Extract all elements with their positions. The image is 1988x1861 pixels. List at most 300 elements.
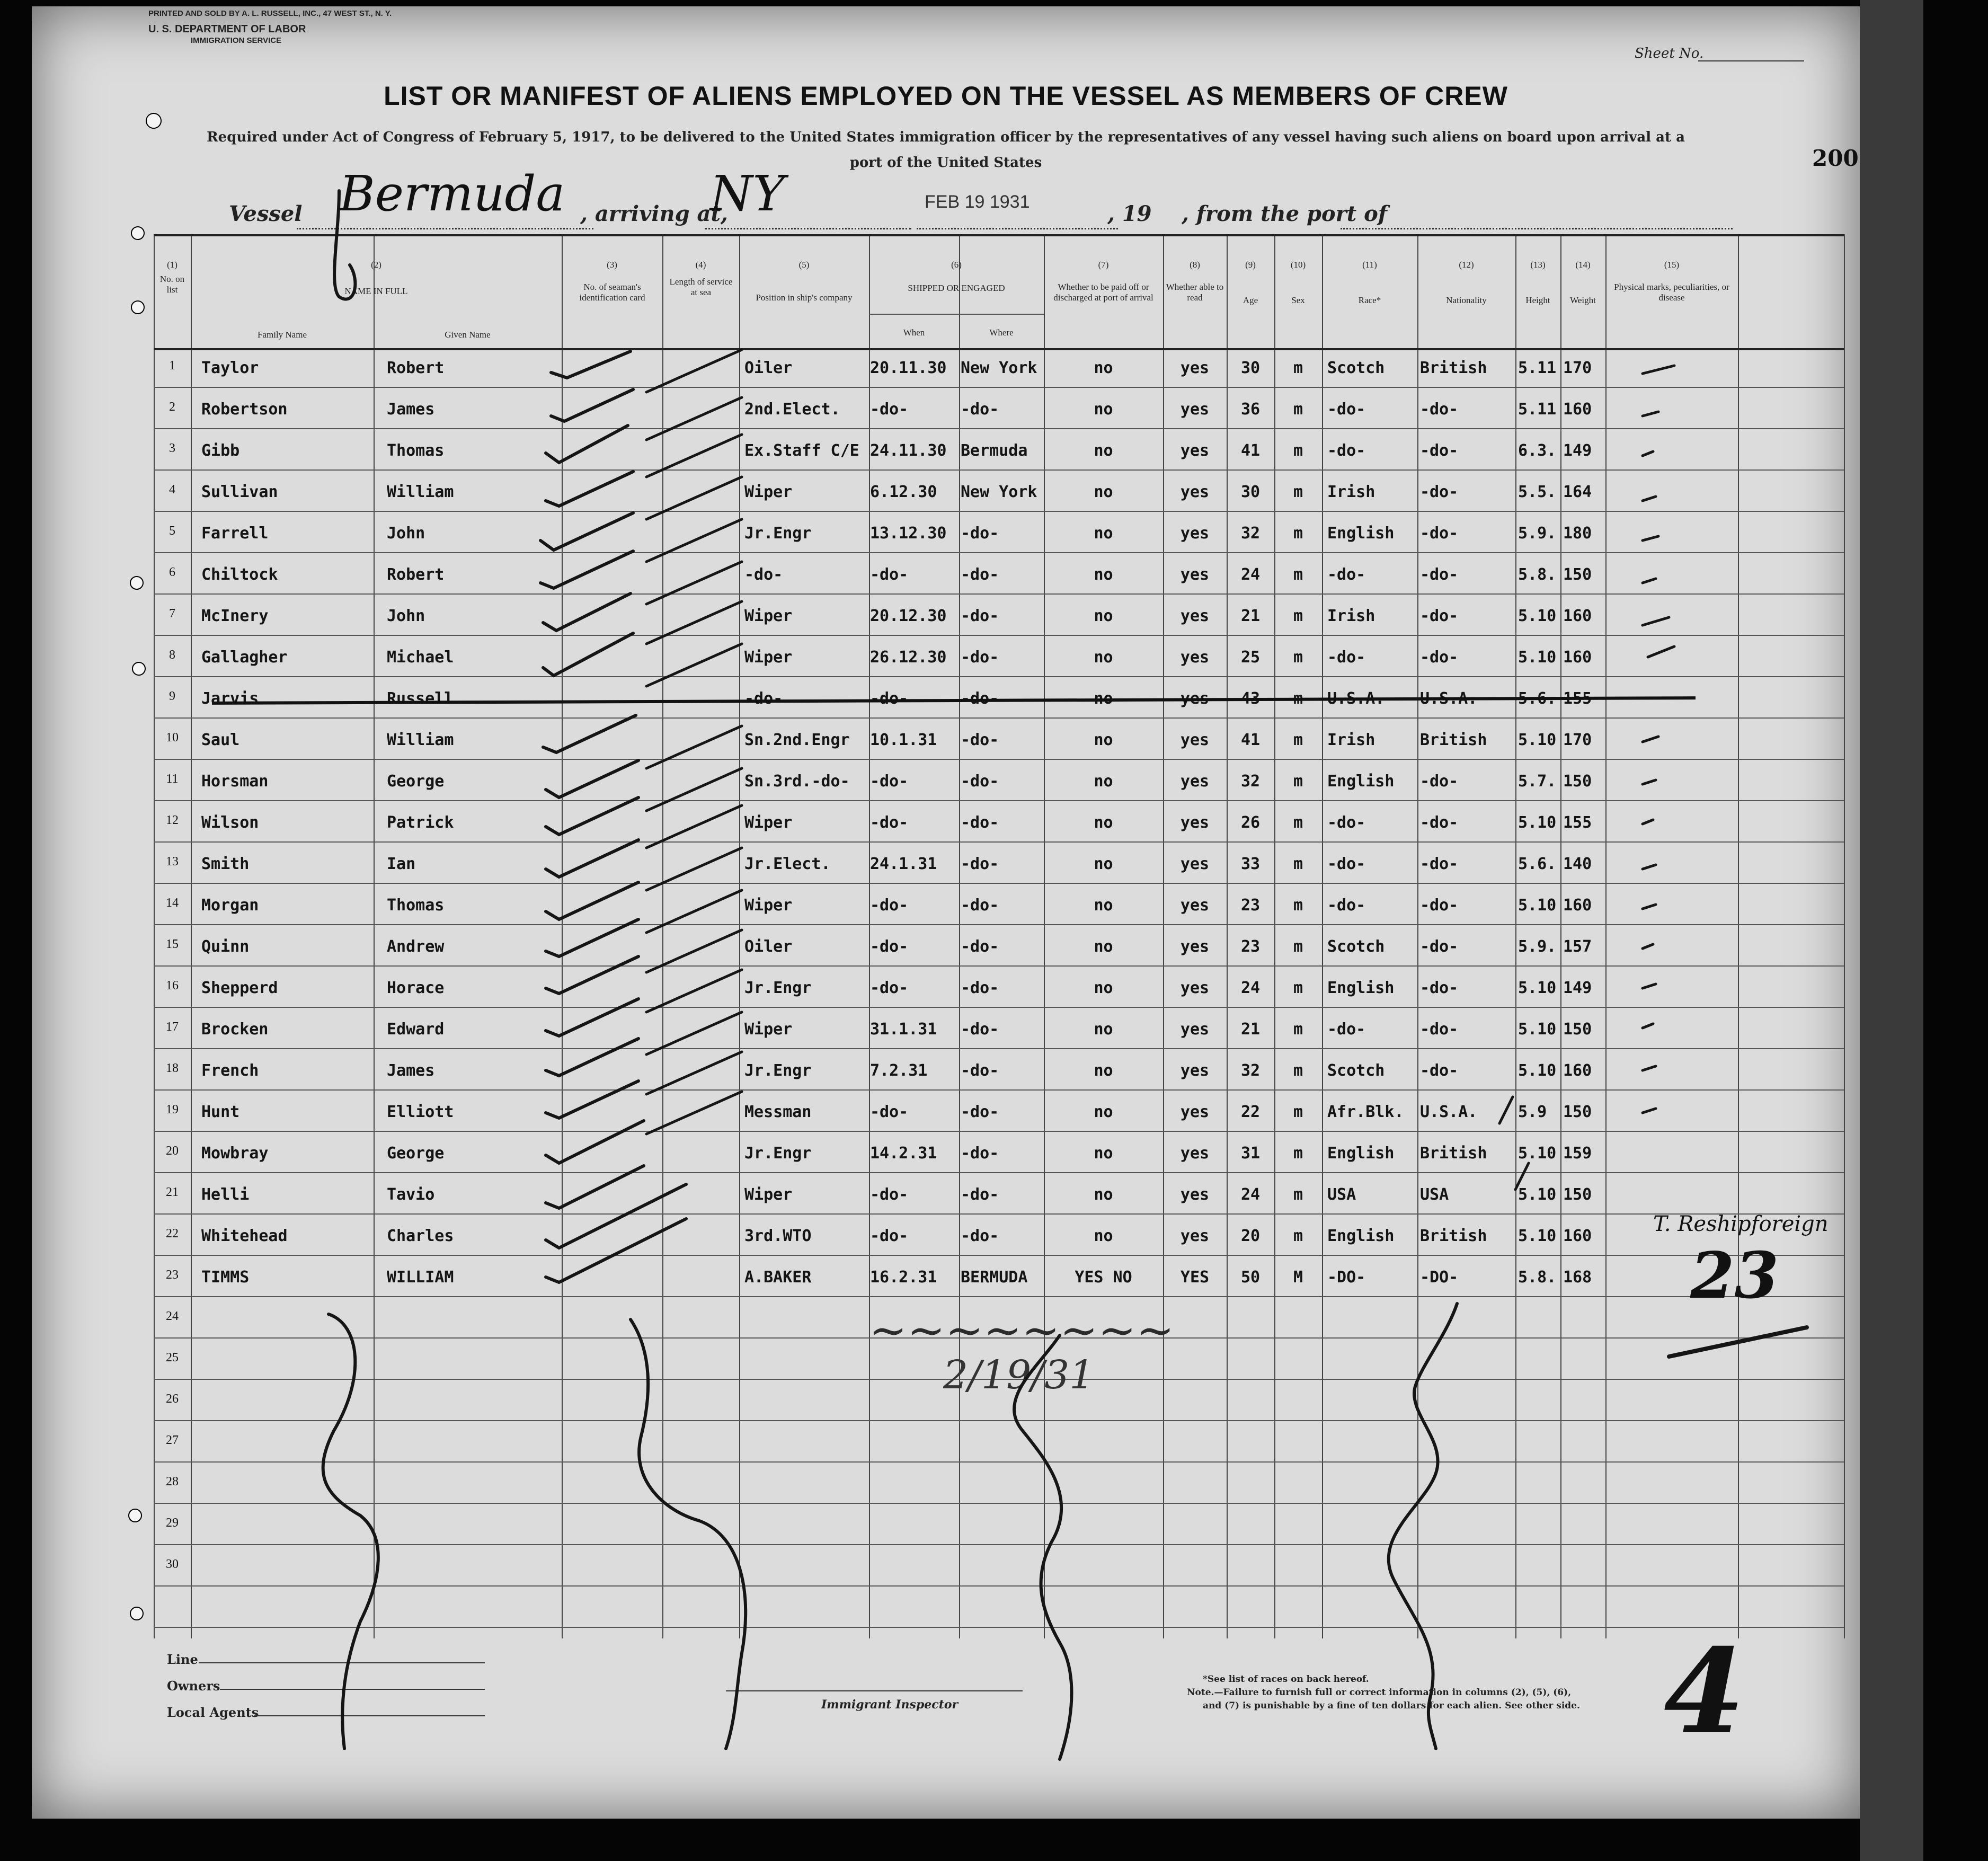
cell-height: 5.10 bbox=[1518, 648, 1557, 667]
cell-position: Wiper bbox=[744, 648, 793, 667]
service-name: IMMIGRATION SERVICE bbox=[191, 36, 282, 45]
cell-no: 11 bbox=[166, 772, 179, 786]
inspector-signature-line bbox=[726, 1690, 1023, 1691]
cell-family: Helli bbox=[201, 1185, 250, 1204]
cell-paid: no bbox=[1094, 441, 1113, 460]
cell-read: yes bbox=[1180, 1061, 1210, 1080]
cell-no: 6 bbox=[169, 565, 175, 579]
cell-paid: no bbox=[1094, 813, 1113, 832]
cell-where: -do- bbox=[961, 731, 999, 749]
cell-no: 13 bbox=[166, 855, 179, 869]
cell-family: Whitehead bbox=[201, 1227, 288, 1245]
cell-race: Irish bbox=[1327, 607, 1375, 625]
col-num-4: (4) bbox=[695, 260, 706, 270]
row-rule bbox=[154, 800, 1844, 801]
cell-position: Jr.Elect. bbox=[744, 855, 831, 873]
cell-nationality: -do- bbox=[1420, 607, 1459, 625]
cell-age: 50 bbox=[1240, 1268, 1261, 1287]
cell-family: Farrell bbox=[201, 524, 269, 543]
cell-age: 36 bbox=[1240, 400, 1261, 419]
column-rule bbox=[1417, 234, 1418, 1638]
cell-given: Andrew bbox=[387, 937, 445, 956]
cell-position: Sn.2nd.Engr bbox=[744, 731, 850, 749]
reship-note: T. Reshipforeign bbox=[1653, 1212, 1829, 1236]
cell-paid: YES NO bbox=[1075, 1268, 1132, 1287]
cell-family: French bbox=[201, 1061, 259, 1080]
cell-weight: 160 bbox=[1563, 896, 1592, 915]
cell-paid: no bbox=[1094, 359, 1113, 377]
cell-position: Wiper bbox=[744, 896, 793, 915]
cell-race: -DO- bbox=[1327, 1268, 1366, 1287]
cell-read: yes bbox=[1180, 1185, 1210, 1204]
row-rule bbox=[154, 1296, 1844, 1297]
column-rule bbox=[739, 234, 740, 1638]
cell-when: -do- bbox=[870, 813, 909, 832]
cell-when: -do- bbox=[870, 1185, 909, 1204]
row-rule bbox=[154, 1337, 1844, 1339]
cell-when: -do- bbox=[870, 937, 909, 956]
big-number-4: 4 bbox=[1664, 1623, 1745, 1760]
cell-paid: no bbox=[1094, 1185, 1113, 1204]
cell-sex: m bbox=[1293, 441, 1303, 460]
cell-where: -do- bbox=[961, 689, 999, 708]
date-stamp: FEB 19 1931 bbox=[925, 192, 1030, 212]
cell-read: yes bbox=[1180, 1227, 1210, 1245]
cell-weight: 160 bbox=[1563, 648, 1592, 667]
cell-where: -do- bbox=[961, 1061, 999, 1080]
header-height: Height bbox=[1525, 295, 1550, 305]
cell-no: 26 bbox=[166, 1392, 179, 1406]
header-shipped-engaged: SHIPPED OR ENGAGED bbox=[908, 283, 1005, 293]
cell-age: 41 bbox=[1240, 731, 1261, 749]
cell-sex: m bbox=[1293, 1227, 1303, 1245]
cell-race: -do- bbox=[1327, 813, 1366, 832]
cell-family: Quinn bbox=[201, 937, 250, 956]
cell-height: 5.8. bbox=[1518, 565, 1557, 584]
cell-age: 33 bbox=[1240, 855, 1261, 873]
cell-sex: m bbox=[1293, 731, 1303, 749]
row-rule bbox=[154, 1544, 1844, 1545]
cell-race: USA bbox=[1327, 1185, 1356, 1204]
vessel-line bbox=[297, 228, 593, 229]
cell-position: Wiper bbox=[744, 1185, 793, 1204]
header-family-name: Family Name bbox=[257, 330, 307, 340]
cell-where: -do- bbox=[961, 565, 999, 584]
cell-height: 5.10 bbox=[1518, 813, 1557, 832]
cell-where: -do- bbox=[961, 855, 999, 873]
cell-given: James bbox=[387, 1061, 435, 1080]
cell-sex: M bbox=[1293, 1268, 1303, 1287]
cell-read: yes bbox=[1180, 524, 1210, 543]
header-race: Race* bbox=[1358, 295, 1381, 305]
cell-nationality: British bbox=[1420, 1227, 1487, 1245]
fine-note: Note.—Failure to furnish full or correct information in columns (2), (5), (6), bbox=[1187, 1687, 1572, 1698]
cell-where: -do- bbox=[961, 1144, 999, 1163]
cell-family: Gibb bbox=[201, 441, 240, 460]
arriving-port: NY bbox=[710, 165, 785, 222]
row-rule bbox=[154, 1585, 1844, 1587]
cell-nationality: British bbox=[1420, 731, 1487, 749]
header-able-read: Whether able to read bbox=[1166, 282, 1224, 303]
cell-no: 28 bbox=[166, 1475, 179, 1488]
header-position: Position in ship's company bbox=[756, 293, 853, 303]
col-num-2: (2) bbox=[371, 260, 381, 270]
cell-age: 23 bbox=[1240, 896, 1261, 915]
cell-nationality: USA bbox=[1420, 1185, 1449, 1204]
line-label: Line bbox=[167, 1652, 198, 1667]
row-rule bbox=[154, 1213, 1844, 1215]
row-rule bbox=[154, 924, 1844, 925]
cell-given: John bbox=[387, 607, 425, 625]
cell-where: -do- bbox=[961, 896, 999, 915]
cell-read: yes bbox=[1180, 1103, 1210, 1121]
cell-nationality: -do- bbox=[1420, 524, 1459, 543]
cell-paid: no bbox=[1094, 1103, 1113, 1121]
cell-weight: 170 bbox=[1563, 731, 1592, 749]
cell-where: Bermuda bbox=[961, 441, 1028, 460]
cell-family: Brocken bbox=[201, 1020, 269, 1039]
cell-nationality: U.S.A. bbox=[1420, 689, 1478, 708]
cell-when: 20.11.30 bbox=[870, 359, 947, 377]
cell-position: Ex.Staff C/E bbox=[744, 441, 859, 460]
from-port-label: , from the port of bbox=[1182, 201, 1388, 226]
header-physical-marks: Physical marks, peculiarities, or disease bbox=[1614, 282, 1729, 303]
col-num-5: (5) bbox=[798, 260, 810, 270]
cell-given: Ian bbox=[387, 855, 416, 873]
cell-age: 21 bbox=[1240, 1020, 1261, 1039]
cell-height: 5.11 bbox=[1518, 400, 1557, 419]
cell-race: -do- bbox=[1327, 855, 1366, 873]
fine-note-2: and (7) is punishable by a fine of ten dollars for each alien. See other side. bbox=[1203, 1700, 1580, 1711]
cell-nationality: -do- bbox=[1420, 400, 1459, 419]
header-id-card: No. of seaman's identification card bbox=[579, 282, 645, 303]
cell-race: -do- bbox=[1327, 400, 1366, 419]
cell-when: 7.2.31 bbox=[870, 1061, 928, 1080]
cell-no: 18 bbox=[166, 1061, 179, 1075]
cell-race: English bbox=[1327, 1227, 1395, 1245]
cell-no: 8 bbox=[169, 648, 175, 662]
cell-given: Edward bbox=[387, 1020, 445, 1039]
cell-no: 29 bbox=[166, 1516, 179, 1530]
crew-count: 23 bbox=[1690, 1238, 1779, 1313]
header-nationality: Nationality bbox=[1446, 295, 1487, 305]
header-rule bbox=[869, 314, 1044, 315]
row-rule bbox=[154, 469, 1844, 471]
cell-weight: 150 bbox=[1563, 565, 1592, 584]
cell-when: -do- bbox=[870, 979, 909, 997]
cell-where: BERMUDA bbox=[961, 1268, 1028, 1287]
header-when: When bbox=[903, 327, 925, 338]
cell-sex: m bbox=[1293, 813, 1303, 832]
column-rule bbox=[662, 234, 663, 1638]
form-subtitle: Required under Act of Congress of February 5, 1917, to be delivered to the United States immigration officer by the representatives of any vessel having such aliens on board upon arrival at a bbox=[207, 129, 1685, 145]
cell-age: 24 bbox=[1240, 979, 1261, 997]
header-length-service: Length of service at sea bbox=[669, 277, 733, 297]
cell-height: 5.6. bbox=[1518, 689, 1557, 708]
row-rule bbox=[154, 1048, 1844, 1049]
cell-family: Gallagher bbox=[201, 648, 288, 667]
cell-paid: no bbox=[1094, 772, 1113, 791]
cell-height: 5.10 bbox=[1518, 979, 1557, 997]
arriving-line bbox=[705, 228, 911, 229]
cell-position: Wiper bbox=[744, 607, 793, 625]
cell-given: William bbox=[387, 731, 454, 749]
cell-read: yes bbox=[1180, 400, 1210, 419]
col-num-11: (11) bbox=[1362, 260, 1377, 270]
cell-weight: 150 bbox=[1563, 772, 1592, 791]
cell-when: -do- bbox=[870, 896, 909, 915]
cell-age: 43 bbox=[1240, 689, 1261, 708]
cell-when: 20.12.30 bbox=[870, 607, 947, 625]
col-num-15: (15) bbox=[1664, 260, 1680, 270]
row-rule bbox=[154, 1420, 1844, 1421]
cell-when: 24.11.30 bbox=[870, 441, 947, 460]
cell-when: 16.2.31 bbox=[870, 1268, 937, 1287]
header-where: Where bbox=[989, 327, 1014, 338]
cell-weight: 149 bbox=[1563, 441, 1592, 460]
cell-position: Jr.Engr bbox=[744, 979, 812, 997]
cell-race: Afr.Blk. bbox=[1327, 1103, 1404, 1121]
col-num-13: (13) bbox=[1530, 260, 1546, 270]
cell-age: 31 bbox=[1240, 1144, 1261, 1163]
inspector-signature-strokes: ~~~~~~~~ bbox=[869, 1304, 1175, 1357]
cell-no: 10 bbox=[166, 731, 179, 745]
row-rule bbox=[154, 1131, 1844, 1132]
cell-height: 5.10 bbox=[1518, 607, 1557, 625]
cell-when: 10.1.31 bbox=[870, 731, 937, 749]
cell-race: Scotch bbox=[1327, 937, 1385, 956]
cell-paid: no bbox=[1094, 896, 1113, 915]
cell-no: 22 bbox=[166, 1227, 179, 1240]
row-rule bbox=[154, 1007, 1844, 1008]
cell-where: -do- bbox=[961, 772, 999, 791]
cell-sex: m bbox=[1293, 896, 1303, 915]
form-title: LIST OR MANIFEST OF ALIENS EMPLOYED ON THE VESSEL AS MEMBERS OF CREW bbox=[384, 81, 1508, 111]
col-num-1: (1) bbox=[167, 260, 178, 270]
cell-read: yes bbox=[1180, 648, 1210, 667]
cell-paid: no bbox=[1094, 483, 1113, 501]
cell-nationality: -do- bbox=[1420, 813, 1459, 832]
cell-where: -do- bbox=[961, 1020, 999, 1039]
cell-nationality: -do- bbox=[1420, 1020, 1459, 1039]
cell-family: McInery bbox=[201, 607, 269, 625]
cell-when: 14.2.31 bbox=[870, 1144, 937, 1163]
cell-position: Oiler bbox=[744, 937, 793, 956]
cell-family: Horsman bbox=[201, 772, 269, 791]
cell-no: 1 bbox=[169, 359, 175, 373]
col-num-8: (8) bbox=[1190, 260, 1200, 270]
year-label: , 19 bbox=[1107, 201, 1152, 226]
cell-read: yes bbox=[1180, 813, 1210, 832]
cell-age: 24 bbox=[1240, 1185, 1261, 1204]
cell-no: 14 bbox=[166, 896, 179, 910]
cell-position: 3rd.WTO bbox=[744, 1227, 812, 1245]
cell-read: yes bbox=[1180, 937, 1210, 956]
cell-sex: m bbox=[1293, 400, 1303, 419]
row-rule bbox=[154, 552, 1844, 553]
cell-where: -do- bbox=[961, 1103, 999, 1121]
header-weight: Weight bbox=[1570, 295, 1596, 305]
owners-label: Owners bbox=[167, 1678, 220, 1694]
cell-read: yes bbox=[1180, 607, 1210, 625]
cell-given: John bbox=[387, 524, 425, 543]
cell-sex: m bbox=[1293, 689, 1303, 708]
cell-race: -do- bbox=[1327, 441, 1366, 460]
cell-when: 13.12.30 bbox=[870, 524, 947, 543]
cell-weight: 160 bbox=[1563, 1061, 1592, 1080]
cell-no: 4 bbox=[169, 483, 175, 497]
cell-no: 21 bbox=[166, 1185, 179, 1199]
cell-no: 27 bbox=[166, 1433, 179, 1447]
row-rule bbox=[154, 387, 1844, 388]
cell-weight: 157 bbox=[1563, 937, 1592, 956]
cell-when: -do- bbox=[870, 772, 909, 791]
cell-when: -do- bbox=[870, 1227, 909, 1245]
cell-height: 5.10 bbox=[1518, 896, 1557, 915]
row-rule bbox=[154, 1255, 1844, 1256]
inspector-label: Immigrant Inspector bbox=[821, 1698, 958, 1712]
row-rule bbox=[154, 635, 1844, 636]
page-edge bbox=[1860, 0, 1923, 1861]
col-num-9: (9) bbox=[1245, 260, 1256, 270]
cell-given: Tavio bbox=[387, 1185, 435, 1204]
header-no-on-list: No. on list bbox=[159, 274, 185, 295]
cell-where: -do- bbox=[961, 937, 999, 956]
header-sex: Sex bbox=[1291, 295, 1305, 305]
cell-age: 24 bbox=[1240, 565, 1261, 584]
cell-race: Irish bbox=[1327, 483, 1375, 501]
cell-given: Patrick bbox=[387, 813, 454, 832]
cell-weight: 150 bbox=[1563, 1103, 1592, 1121]
cell-family: Jarvis bbox=[201, 689, 259, 708]
cell-weight: 150 bbox=[1563, 1020, 1592, 1039]
header-rule bbox=[154, 234, 1844, 236]
cell-position: A.BAKER bbox=[744, 1268, 812, 1287]
cell-no: 5 bbox=[169, 524, 175, 538]
row-rule bbox=[154, 1089, 1844, 1091]
cell-where: -do- bbox=[961, 1185, 999, 1204]
cell-when: -do- bbox=[870, 565, 909, 584]
cell-given: George bbox=[387, 772, 445, 791]
cell-no: 7 bbox=[169, 607, 175, 621]
cell-where: -do- bbox=[961, 813, 999, 832]
cell-family: TIMMS bbox=[201, 1268, 250, 1287]
row-rule bbox=[154, 1627, 1844, 1628]
cell-height: 5.11 bbox=[1518, 359, 1557, 377]
cell-height: 5.7. bbox=[1518, 772, 1557, 791]
cell-race: -do- bbox=[1327, 896, 1366, 915]
local-agents-label: Local Agents bbox=[167, 1705, 259, 1720]
cell-when: -do- bbox=[870, 689, 909, 708]
cell-read: yes bbox=[1180, 1020, 1210, 1039]
cell-where: New York bbox=[961, 359, 1037, 377]
cell-given: Thomas bbox=[387, 441, 445, 460]
cell-sex: m bbox=[1293, 855, 1303, 873]
cell-paid: no bbox=[1094, 979, 1113, 997]
row-rule bbox=[154, 717, 1844, 719]
cell-no: 2 bbox=[169, 400, 175, 414]
cell-sex: m bbox=[1293, 1185, 1303, 1204]
cell-weight: 160 bbox=[1563, 400, 1592, 419]
cell-paid: no bbox=[1094, 1144, 1113, 1163]
sheet-no-label: Sheet No. bbox=[1635, 46, 1704, 61]
cell-position: Messman bbox=[744, 1103, 812, 1121]
row-rule bbox=[154, 676, 1844, 677]
col-num-12: (12) bbox=[1459, 260, 1474, 270]
cell-no: 30 bbox=[166, 1557, 179, 1571]
inspector-date: 2/19/31 bbox=[943, 1352, 1095, 1398]
cell-given: Charles bbox=[387, 1227, 454, 1245]
cell-read: yes bbox=[1180, 855, 1210, 873]
cell-read: yes bbox=[1180, 731, 1210, 749]
cell-nationality: -DO- bbox=[1420, 1268, 1459, 1287]
column-rule bbox=[1322, 234, 1323, 1638]
from-port-line bbox=[1341, 228, 1733, 229]
cell-age: 32 bbox=[1240, 1061, 1261, 1080]
cell-where: -do- bbox=[961, 607, 999, 625]
cell-given: George bbox=[387, 1144, 445, 1163]
cell-given: Thomas bbox=[387, 896, 445, 915]
cell-nationality: -do- bbox=[1420, 441, 1459, 460]
cell-sex: m bbox=[1293, 1103, 1303, 1121]
cell-sex: m bbox=[1293, 524, 1303, 543]
row-rule bbox=[154, 593, 1844, 595]
cell-weight: 168 bbox=[1563, 1268, 1592, 1287]
cell-weight: 180 bbox=[1563, 524, 1592, 543]
cell-position: -do- bbox=[744, 689, 783, 708]
cell-nationality: -do- bbox=[1420, 896, 1459, 915]
cell-nationality: -do- bbox=[1420, 565, 1459, 584]
column-rule bbox=[1605, 234, 1607, 1638]
cell-family: Mowbray bbox=[201, 1144, 269, 1163]
cell-nationality: U.S.A. bbox=[1420, 1103, 1478, 1121]
cell-sex: m bbox=[1293, 565, 1303, 584]
cell-sex: m bbox=[1293, 483, 1303, 501]
col-num-10: (10) bbox=[1290, 260, 1306, 270]
cell-sex: m bbox=[1293, 937, 1303, 956]
cell-height: 5.10 bbox=[1518, 1061, 1557, 1080]
cell-given: WILLIAM bbox=[387, 1268, 454, 1287]
cell-position: Wiper bbox=[744, 483, 793, 501]
cell-where: -do- bbox=[961, 524, 999, 543]
cell-sex: m bbox=[1293, 979, 1303, 997]
column-rule bbox=[1560, 234, 1561, 1638]
cell-weight: 170 bbox=[1563, 359, 1592, 377]
cell-no: 25 bbox=[166, 1351, 179, 1364]
cell-family: Hunt bbox=[201, 1103, 240, 1121]
column-rule bbox=[1844, 234, 1845, 1638]
cell-given: James bbox=[387, 400, 435, 419]
cell-race: Irish bbox=[1327, 731, 1375, 749]
cell-height: 5.9 bbox=[1518, 1103, 1547, 1121]
row-rule bbox=[154, 841, 1844, 843]
cell-nationality: -do- bbox=[1420, 772, 1459, 791]
cell-read: yes bbox=[1180, 359, 1210, 377]
crew-table bbox=[154, 234, 1844, 1638]
cell-age: 22 bbox=[1240, 1103, 1261, 1121]
sheet-no-line bbox=[1698, 60, 1804, 61]
cell-position: 2nd.Elect. bbox=[744, 400, 840, 419]
col-num-6: (6) bbox=[951, 260, 962, 270]
cell-position: -do- bbox=[744, 565, 783, 584]
cell-nationality: British bbox=[1420, 359, 1487, 377]
column-rule bbox=[562, 234, 563, 1638]
cell-race: Scotch bbox=[1327, 1061, 1385, 1080]
cell-when: 6.12.30 bbox=[870, 483, 937, 501]
col-num-3: (3) bbox=[607, 260, 617, 270]
cell-weight: 155 bbox=[1563, 689, 1592, 708]
cell-race: Scotch bbox=[1327, 359, 1385, 377]
